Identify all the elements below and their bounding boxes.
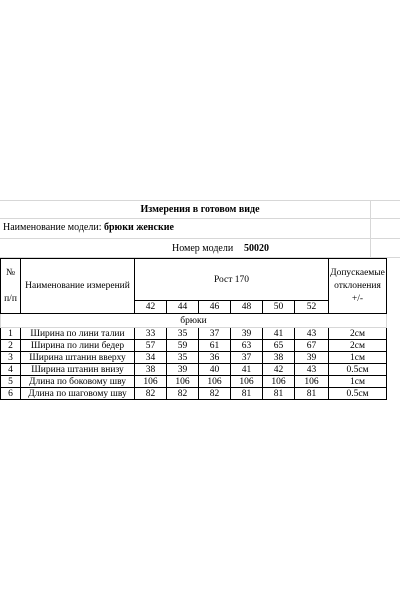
row-value: 36 <box>199 352 231 364</box>
row-number: 5 <box>1 376 21 388</box>
model-name-value: брюки женские <box>104 222 174 233</box>
row-number: 2 <box>1 340 21 352</box>
row-value: 82 <box>135 388 167 400</box>
row-value: 39 <box>295 352 329 364</box>
table-row <box>1 388 387 400</box>
size-cell: 42 <box>135 301 167 314</box>
row-name: Ширина по лини бедер <box>21 340 135 352</box>
section-label: брюки <box>1 314 387 328</box>
header-number-top: № <box>5 267 16 278</box>
row-value: 38 <box>135 364 167 376</box>
row-value: 39 <box>167 364 199 376</box>
header-height: Рост 170 <box>135 259 329 301</box>
row-value: 34 <box>135 352 167 364</box>
row-value: 38 <box>263 352 295 364</box>
row-value: 106 <box>231 376 263 388</box>
size-cell: 52 <box>295 301 329 314</box>
row-value: 65 <box>263 340 295 352</box>
model-name-row <box>3 222 174 233</box>
row-value: 106 <box>295 376 329 388</box>
table-row <box>1 340 387 352</box>
model-number-label: Номер модели <box>172 243 234 254</box>
row-value: 81 <box>295 388 329 400</box>
header-measure-name: Наименование измерений <box>21 259 135 314</box>
row-value: 43 <box>295 328 329 340</box>
row-number: 4 <box>1 364 21 376</box>
grid-line <box>0 200 400 201</box>
row-value: 63 <box>231 340 263 352</box>
row-value: 41 <box>263 328 295 340</box>
table-row <box>1 376 387 388</box>
row-number: 1 <box>1 328 21 340</box>
size-cell: 46 <box>199 301 231 314</box>
row-value: 33 <box>135 328 167 340</box>
row-value: 35 <box>167 328 199 340</box>
sheet-title: Измерения в готовом виде <box>140 204 260 215</box>
row-value: 106 <box>167 376 199 388</box>
row-value: 39 <box>231 328 263 340</box>
row-name: Длина по боковому шву <box>21 376 135 388</box>
row-tolerance: 2см <box>329 340 387 352</box>
row-value: 67 <box>295 340 329 352</box>
table-row <box>1 364 387 376</box>
row-value: 106 <box>263 376 295 388</box>
table-row <box>1 328 387 340</box>
measurements-table <box>0 258 387 400</box>
row-value: 37 <box>231 352 263 364</box>
row-value: 82 <box>199 388 231 400</box>
row-name: Ширина штанин внизу <box>21 364 135 376</box>
header-tolerance: Допускаемые отклонения +/- <box>329 259 387 314</box>
row-name: Ширина штанин вверху <box>21 352 135 364</box>
row-value: 35 <box>167 352 199 364</box>
row-number: 3 <box>1 352 21 364</box>
row-number: 6 <box>1 388 21 400</box>
grid-line <box>0 218 400 219</box>
row-value: 41 <box>231 364 263 376</box>
row-value: 43 <box>295 364 329 376</box>
table-row <box>1 352 387 364</box>
size-cell: 48 <box>231 301 263 314</box>
row-value: 82 <box>167 388 199 400</box>
row-value: 37 <box>199 328 231 340</box>
row-value: 42 <box>263 364 295 376</box>
model-name-label: Наименование модели: <box>3 222 102 233</box>
row-value: 106 <box>135 376 167 388</box>
size-cell: 44 <box>167 301 199 314</box>
row-value: 57 <box>135 340 167 352</box>
size-cell: 50 <box>263 301 295 314</box>
row-value: 61 <box>199 340 231 352</box>
row-value: 40 <box>199 364 231 376</box>
row-name: Ширина по лини талии <box>21 328 135 340</box>
row-tolerance: 1см <box>329 376 387 388</box>
row-tolerance: 2см <box>329 328 387 340</box>
row-value: 59 <box>167 340 199 352</box>
row-name: Длина по шаговому шву <box>21 388 135 400</box>
row-tolerance: 1см <box>329 352 387 364</box>
model-number-value: 50020 <box>244 243 269 254</box>
row-value: 106 <box>199 376 231 388</box>
row-value: 81 <box>263 388 295 400</box>
row-value: 81 <box>231 388 263 400</box>
measurement-sheet <box>0 200 400 410</box>
header-number <box>1 259 21 314</box>
grid-line <box>0 238 400 239</box>
row-tolerance: 0.5см <box>329 388 387 400</box>
row-tolerance: 0.5см <box>329 364 387 376</box>
header-number-bottom: п/п <box>4 293 17 304</box>
